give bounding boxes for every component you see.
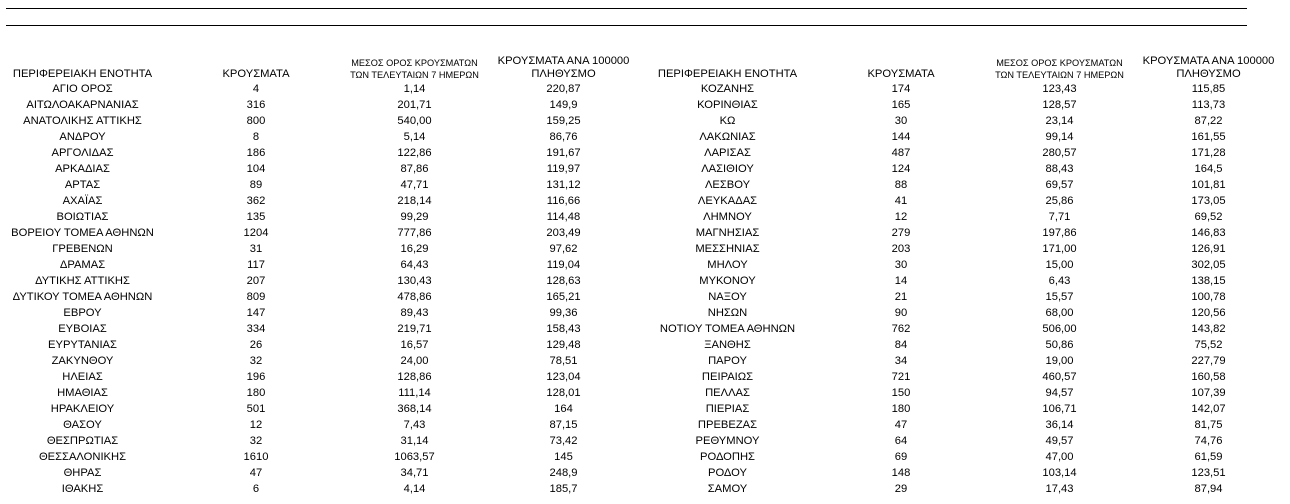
- cell-area: ΚΩ: [719, 115, 736, 127]
- cell-area: ΕΥΒΟΙΑΣ: [58, 323, 107, 335]
- cell-cases: 800: [246, 115, 266, 127]
- table-row: [0, 321, 1290, 337]
- cell-per100k: 123,04: [546, 371, 581, 383]
- cell-avg7: 128,86: [397, 371, 432, 383]
- cell-per100k: 87,15: [549, 419, 578, 431]
- cell-per100k: 302,05: [1191, 259, 1226, 271]
- cell-per100k: 116,66: [546, 195, 581, 207]
- cell-avg7: 122,86: [397, 147, 432, 159]
- cell-per100k: 74,76: [1194, 435, 1223, 447]
- cell-avg7: 47,71: [400, 179, 429, 191]
- cell-avg7: 23,14: [1045, 115, 1074, 127]
- table-row: [0, 241, 1290, 257]
- cell-area: ΑΡΚΑΔΙΑΣ: [55, 163, 110, 175]
- cell-area: ΘΕΣΣΑΛΟΝΙΚΗΣ: [38, 451, 127, 463]
- cell-per100k: 78,51: [549, 355, 578, 367]
- cell-per100k: 61,59: [1194, 451, 1223, 463]
- cell-avg7: 50,86: [1045, 339, 1074, 351]
- cell-avg7: 87,86: [400, 163, 429, 175]
- cell-area: ΑΓΙΟ ΟΡΟΣ: [52, 83, 113, 95]
- avg7-header-line1: ΜΕΣΟΣ ΟΡΟΣ ΚΡΟΥΣΜΑΤΩΝ: [996, 58, 1123, 68]
- cell-area: ΘΑΣΟΥ: [63, 419, 102, 431]
- cell-cases: 8: [252, 131, 260, 143]
- cell-cases: 180: [246, 387, 266, 399]
- col-header-avg7-left: [347, 52, 482, 81]
- cell-avg7: 17,43: [1045, 483, 1074, 495]
- cell-avg7: 69,57: [1045, 179, 1074, 191]
- cell-per100k: 128,63: [546, 275, 581, 287]
- cell-area: ΠΡΕΒΕΖΑΣ: [697, 419, 758, 431]
- cell-area: ΝΗΣΩΝ: [707, 307, 748, 319]
- cell-cases: 12: [249, 419, 263, 431]
- cell-avg7: 15,57: [1045, 291, 1074, 303]
- cell-avg7: 506,00: [1042, 323, 1077, 335]
- cell-avg7: 218,14: [397, 195, 432, 207]
- cell-area: ΑΡΓΟΛΙΔΑΣ: [51, 147, 114, 159]
- cell-area: ΞΑΝΘΗΣ: [704, 339, 751, 351]
- table-row: [0, 257, 1290, 273]
- cell-area: ΛΕΥΚΑΔΑΣ: [697, 195, 758, 207]
- cell-avg7: 68,00: [1045, 307, 1074, 319]
- cell-avg7: 36,14: [1045, 419, 1074, 431]
- cell-per100k: 86,76: [549, 131, 578, 143]
- avg7-header-line2: ΤΩΝ ΤΕΛΕΥΤΑΙΩΝ 7 ΗΜΕΡΩΝ: [995, 70, 1124, 80]
- cell-area: ΔΥΤΙΚΟΥ ΤΟΜΕΑ ΑΘΗΝΩΝ: [12, 291, 153, 303]
- cell-area: ΕΒΡΟΥ: [63, 307, 102, 319]
- cell-cases: 144: [891, 131, 911, 143]
- cell-cases: 84: [894, 339, 908, 351]
- cell-avg7: 24,00: [400, 355, 429, 367]
- table-row: [0, 481, 1290, 497]
- cell-avg7: 99,29: [400, 211, 429, 223]
- cell-area: ΔΡΑΜΑΣ: [59, 259, 106, 271]
- table-row: [0, 81, 1290, 97]
- table-row: [0, 209, 1290, 225]
- cell-area: ΛΕΣΒΟΥ: [704, 179, 751, 191]
- cell-avg7: 99,14: [1045, 131, 1074, 143]
- cell-cases: 180: [891, 403, 911, 415]
- cell-cases: 279: [891, 227, 911, 239]
- cell-per100k: 129,48: [546, 339, 581, 351]
- table-row: [0, 113, 1290, 129]
- table-row: [0, 417, 1290, 433]
- cell-area: ΛΗΜΝΟΥ: [703, 211, 752, 223]
- cell-avg7: 130,43: [397, 275, 432, 287]
- col-header-avg7-right: [992, 52, 1127, 81]
- table-header: [0, 52, 1290, 81]
- cell-avg7: 15,00: [1045, 259, 1074, 271]
- col-header-cases-right: ΚΡΟΥΣΜΑΤΑ: [867, 68, 935, 80]
- table-row: [0, 385, 1290, 401]
- cell-avg7: 5,14: [403, 131, 426, 143]
- col-header-per100k-right: [1127, 52, 1290, 81]
- cell-cases: 487: [891, 147, 911, 159]
- cell-per100k: 149,9: [549, 99, 578, 111]
- top-rule: [6, 8, 1247, 9]
- cell-cases: 26: [249, 339, 263, 351]
- cell-avg7: 19,00: [1045, 355, 1074, 367]
- table-row: [0, 337, 1290, 353]
- cell-cases: 31: [249, 243, 263, 255]
- cell-per100k: 146,83: [1191, 227, 1226, 239]
- cell-avg7: 171,00: [1042, 243, 1077, 255]
- table-row: [0, 97, 1290, 113]
- cell-cases: 1204: [243, 227, 269, 239]
- table-row: [0, 145, 1290, 161]
- table-body: [0, 81, 1290, 497]
- cell-cases: 21: [894, 291, 908, 303]
- cell-area: ΠΕΛΛΑΣ: [705, 387, 750, 399]
- cell-avg7: 368,14: [397, 403, 432, 415]
- cell-avg7: 540,00: [397, 115, 432, 127]
- cell-cases: 47: [894, 419, 908, 431]
- cell-avg7: 777,86: [397, 227, 432, 239]
- cell-per100k: 126,91: [1191, 243, 1226, 255]
- cell-area: ΑΧΑΪΑΣ: [62, 195, 103, 207]
- cell-per100k: 159,25: [546, 115, 581, 127]
- cell-avg7: 201,71: [397, 99, 432, 111]
- cell-area: ΡΟΔΟΥ: [708, 467, 747, 479]
- cell-avg7: 1,14: [403, 83, 426, 95]
- cell-area: ΙΘΑΚΗΣ: [61, 483, 104, 495]
- cell-cases: 32: [249, 435, 263, 447]
- cell-cases: 12: [894, 211, 908, 223]
- cell-per100k: 119,04: [546, 259, 581, 271]
- cell-avg7: 49,57: [1045, 435, 1074, 447]
- cell-avg7: 4,14: [403, 483, 426, 495]
- cell-cases: 47: [249, 467, 263, 479]
- cell-cases: 69: [894, 451, 908, 463]
- cell-per100k: 143,82: [1191, 323, 1226, 335]
- table-row: [0, 353, 1290, 369]
- cell-cases: 196: [246, 371, 266, 383]
- cell-area: ΑΝΔΡΟΥ: [59, 131, 106, 143]
- cell-avg7: 460,57: [1042, 371, 1077, 383]
- cell-per100k: 185,7: [549, 483, 578, 495]
- cell-area: ΒΟΙΩΤΙΑΣ: [56, 211, 109, 223]
- cell-area: ΕΥΡΥΤΑΝΙΑΣ: [48, 339, 117, 351]
- cell-area: ΗΡΑΚΛΕΙΟΥ: [50, 403, 115, 415]
- cell-per100k: 158,43: [546, 323, 581, 335]
- cell-per100k: 164,5: [1194, 163, 1223, 175]
- cell-cases: 89: [249, 179, 263, 191]
- cell-avg7: 47,00: [1045, 451, 1074, 463]
- table-row: [0, 401, 1290, 417]
- table-row: [0, 465, 1290, 481]
- cell-area: ΘΗΡΑΣ: [63, 467, 102, 479]
- cell-per100k: 191,67: [546, 147, 581, 159]
- cell-cases: 64: [894, 435, 908, 447]
- cell-avg7: 89,43: [400, 307, 429, 319]
- cell-cases: 316: [246, 99, 266, 111]
- cell-cases: 135: [246, 211, 266, 223]
- cell-cases: 501: [246, 403, 266, 415]
- cell-per100k: 75,52: [1194, 339, 1223, 351]
- cell-cases: 34: [894, 355, 908, 367]
- cell-cases: 334: [246, 323, 266, 335]
- cell-cases: 150: [891, 387, 911, 399]
- table-row: [0, 129, 1290, 145]
- cell-cases: 30: [894, 259, 908, 271]
- cell-per100k: 173,05: [1191, 195, 1226, 207]
- cell-avg7: 123,43: [1042, 83, 1077, 95]
- cell-per100k: 138,15: [1191, 275, 1226, 287]
- cell-area: ΓΡΕΒΕΝΩΝ: [52, 243, 113, 255]
- cell-area: ΛΑΚΩΝΙΑΣ: [699, 131, 756, 143]
- cell-area: ΚΟΖΑΝΗΣ: [700, 83, 755, 95]
- cell-cases: 165: [891, 99, 911, 111]
- table-row: [0, 449, 1290, 465]
- table-row: [0, 433, 1290, 449]
- cell-cases: 29: [894, 483, 908, 495]
- table-row: [0, 305, 1290, 321]
- cell-avg7: 106,71: [1042, 403, 1077, 415]
- cell-cases: 32: [249, 355, 263, 367]
- cell-per100k: 128,01: [546, 387, 581, 399]
- cell-area: ΗΛΕΙΑΣ: [62, 371, 103, 383]
- cell-area: ΑΡΤΑΣ: [64, 179, 101, 191]
- table-row: [0, 177, 1290, 193]
- cell-area: ΠΑΡΟΥ: [708, 355, 747, 367]
- cell-cases: 174: [891, 83, 911, 95]
- cell-area: ΛΑΣΙΘΙΟΥ: [701, 163, 754, 175]
- cell-area: ΡΟΔΟΠΗΣ: [700, 451, 755, 463]
- cell-area: ΜΥΚΟΝΟΥ: [699, 275, 756, 287]
- cell-avg7: 31,14: [400, 435, 429, 447]
- cell-avg7: 280,57: [1042, 147, 1077, 159]
- cell-cases: 148: [891, 467, 911, 479]
- col-header-area-left: ΠΕΡΙΦΕΡΕΙΑΚΗ ΕΝΟΤΗΤΑ: [12, 68, 153, 80]
- header-row: [0, 52, 1290, 81]
- cell-per100k: 203,49: [546, 227, 581, 239]
- per100k-header-line2: ΠΛΗΘΥΣΜΟ: [1176, 68, 1241, 80]
- cell-avg7: 1063,57: [394, 451, 435, 463]
- cell-area: ΠΕΙΡΑΙΩΣ: [701, 371, 754, 383]
- cell-avg7: 34,71: [400, 467, 429, 479]
- cell-area: ΑΝΑΤΟΛΙΚΗΣ ΑΤΤΙΚΗΣ: [23, 115, 142, 127]
- cell-avg7: 103,14: [1042, 467, 1077, 479]
- cell-cases: 90: [894, 307, 908, 319]
- table-row: [0, 273, 1290, 289]
- cell-avg7: 6,43: [1048, 275, 1071, 287]
- cell-area: ΜΗΛΟΥ: [707, 259, 748, 271]
- cell-cases: 30: [894, 115, 908, 127]
- cell-per100k: 120,56: [1191, 307, 1226, 319]
- cell-avg7: 64,43: [400, 259, 429, 271]
- cell-cases: 41: [894, 195, 908, 207]
- cell-per100k: 220,87: [546, 83, 581, 95]
- cell-cases: 762: [891, 323, 911, 335]
- cell-avg7: 128,57: [1042, 99, 1077, 111]
- cell-per100k: 115,85: [1191, 83, 1226, 95]
- cell-area: ΣΑΜΟΥ: [707, 483, 748, 495]
- cell-cases: 809: [246, 291, 266, 303]
- cell-avg7: 478,86: [397, 291, 432, 303]
- cell-cases: 721: [891, 371, 911, 383]
- cell-per100k: 81,75: [1194, 419, 1223, 431]
- per100k-header-line2: ΠΛΗΘΥΣΜΟ: [531, 68, 596, 80]
- cell-per100k: 99,36: [549, 307, 578, 319]
- table-row: [0, 225, 1290, 241]
- cell-per100k: 171,28: [1191, 147, 1226, 159]
- cell-per100k: 119,97: [546, 163, 581, 175]
- cell-area: ΑΙΤΩΛΟΑΚΑΡΝΑΝΙΑΣ: [26, 99, 139, 111]
- cell-per100k: 164: [554, 403, 573, 415]
- cell-area: ΒΟΡΕΙΟΥ ΤΟΜΕΑ ΑΘΗΝΩΝ: [11, 227, 154, 239]
- cell-cases: 124: [891, 163, 911, 175]
- cell-per100k: 165,21: [546, 291, 581, 303]
- table-row: [0, 289, 1290, 305]
- cell-area: ΝΑΞΟΥ: [708, 291, 747, 303]
- cell-area: ΜΑΓΝΗΣΙΑΣ: [695, 227, 760, 239]
- cell-avg7: 197,86: [1042, 227, 1077, 239]
- cell-area: ΗΜΑΘΙΑΣ: [57, 387, 108, 399]
- cell-area: ΖΑΚΥΝΘΟΥ: [51, 355, 114, 367]
- cell-per100k: 123,51: [1191, 467, 1226, 479]
- cell-avg7: 16,29: [400, 243, 429, 255]
- cell-area: ΡΕΘΥΜΝΟΥ: [695, 435, 760, 447]
- cell-avg7: 88,43: [1045, 163, 1074, 175]
- header-rule: [6, 25, 1247, 26]
- cell-area: ΜΕΣΣΗΝΙΑΣ: [695, 243, 760, 255]
- cell-avg7: 111,14: [398, 387, 431, 399]
- cell-per100k: 142,07: [1191, 403, 1226, 415]
- cell-area: ΔΥΤΙΚΗΣ ΑΤΤΙΚΗΣ: [35, 275, 130, 287]
- cell-per100k: 161,55: [1191, 131, 1226, 143]
- cell-per100k: 131,12: [546, 179, 581, 191]
- per100k-header-line1: ΚΡΟΥΣΜΑΤΑ ΑΝΑ 100000: [1142, 55, 1275, 67]
- cell-per100k: 160,58: [1191, 371, 1226, 383]
- cell-per100k: 227,79: [1191, 355, 1226, 367]
- cell-cases: 1610: [243, 451, 269, 463]
- cell-cases: 186: [246, 147, 266, 159]
- table-row: [0, 193, 1290, 209]
- cell-per100k: 97,62: [549, 243, 578, 255]
- cell-cases: 104: [246, 163, 266, 175]
- cell-cases: 207: [246, 275, 266, 287]
- cell-avg7: 219,71: [397, 323, 432, 335]
- cell-area: ΘΕΣΠΡΩΤΙΑΣ: [46, 435, 119, 447]
- cases-table: [0, 52, 1290, 497]
- cell-per100k: 87,94: [1194, 483, 1223, 495]
- table-row: [0, 161, 1290, 177]
- cell-cases: 147: [246, 307, 266, 319]
- cell-per100k: 114,48: [546, 211, 581, 223]
- cell-per100k: 107,39: [1191, 387, 1226, 399]
- cell-area: ΝΟΤΙΟΥ ΤΟΜΕΑ ΑΘΗΝΩΝ: [659, 323, 796, 335]
- cell-area: ΛΑΡΙΣΑΣ: [704, 147, 751, 159]
- cell-cases: 203: [891, 243, 911, 255]
- avg7-header-line1: ΜΕΣΟΣ ΟΡΟΣ ΚΡΟΥΣΜΑΤΩΝ: [351, 58, 478, 68]
- table-row: [0, 369, 1290, 385]
- cell-per100k: 248,9: [549, 467, 578, 479]
- cell-avg7: 25,86: [1045, 195, 1074, 207]
- cell-cases: 88: [894, 179, 908, 191]
- col-header-area-right: ΠΕΡΙΦΕΡΕΙΑΚΗ ΕΝΟΤΗΤΑ: [657, 68, 798, 80]
- cell-area: ΠΙΕΡΙΑΣ: [705, 403, 750, 415]
- cell-per100k: 73,42: [549, 435, 578, 447]
- cell-per100k: 101,81: [1191, 179, 1226, 191]
- cell-avg7: 94,57: [1045, 387, 1074, 399]
- cell-per100k: 87,22: [1194, 115, 1223, 127]
- cell-cases: 14: [894, 275, 908, 287]
- cell-avg7: 16,57: [400, 339, 429, 351]
- cell-avg7: 7,71: [1048, 211, 1071, 223]
- cell-cases: 6: [252, 483, 260, 495]
- avg7-header-line2: ΤΩΝ ΤΕΛΕΥΤΑΙΩΝ 7 ΗΜΕΡΩΝ: [350, 70, 479, 80]
- cell-per100k: 145: [554, 451, 573, 463]
- per100k-header-line1: ΚΡΟΥΣΜΑΤΑ ΑΝΑ 100000: [497, 55, 630, 67]
- cell-area: ΚΟΡΙΝΘΙΑΣ: [697, 99, 758, 111]
- cell-avg7: 7,43: [403, 419, 426, 431]
- col-header-cases-left: ΚΡΟΥΣΜΑΤΑ: [222, 68, 290, 80]
- col-header-per100k-left: [482, 52, 645, 81]
- cell-per100k: 69,52: [1194, 211, 1223, 223]
- cell-cases: 362: [246, 195, 266, 207]
- cell-per100k: 100,78: [1191, 291, 1226, 303]
- cell-cases: 4: [252, 83, 260, 95]
- cell-cases: 117: [247, 259, 265, 271]
- cell-per100k: 113,73: [1191, 99, 1226, 111]
